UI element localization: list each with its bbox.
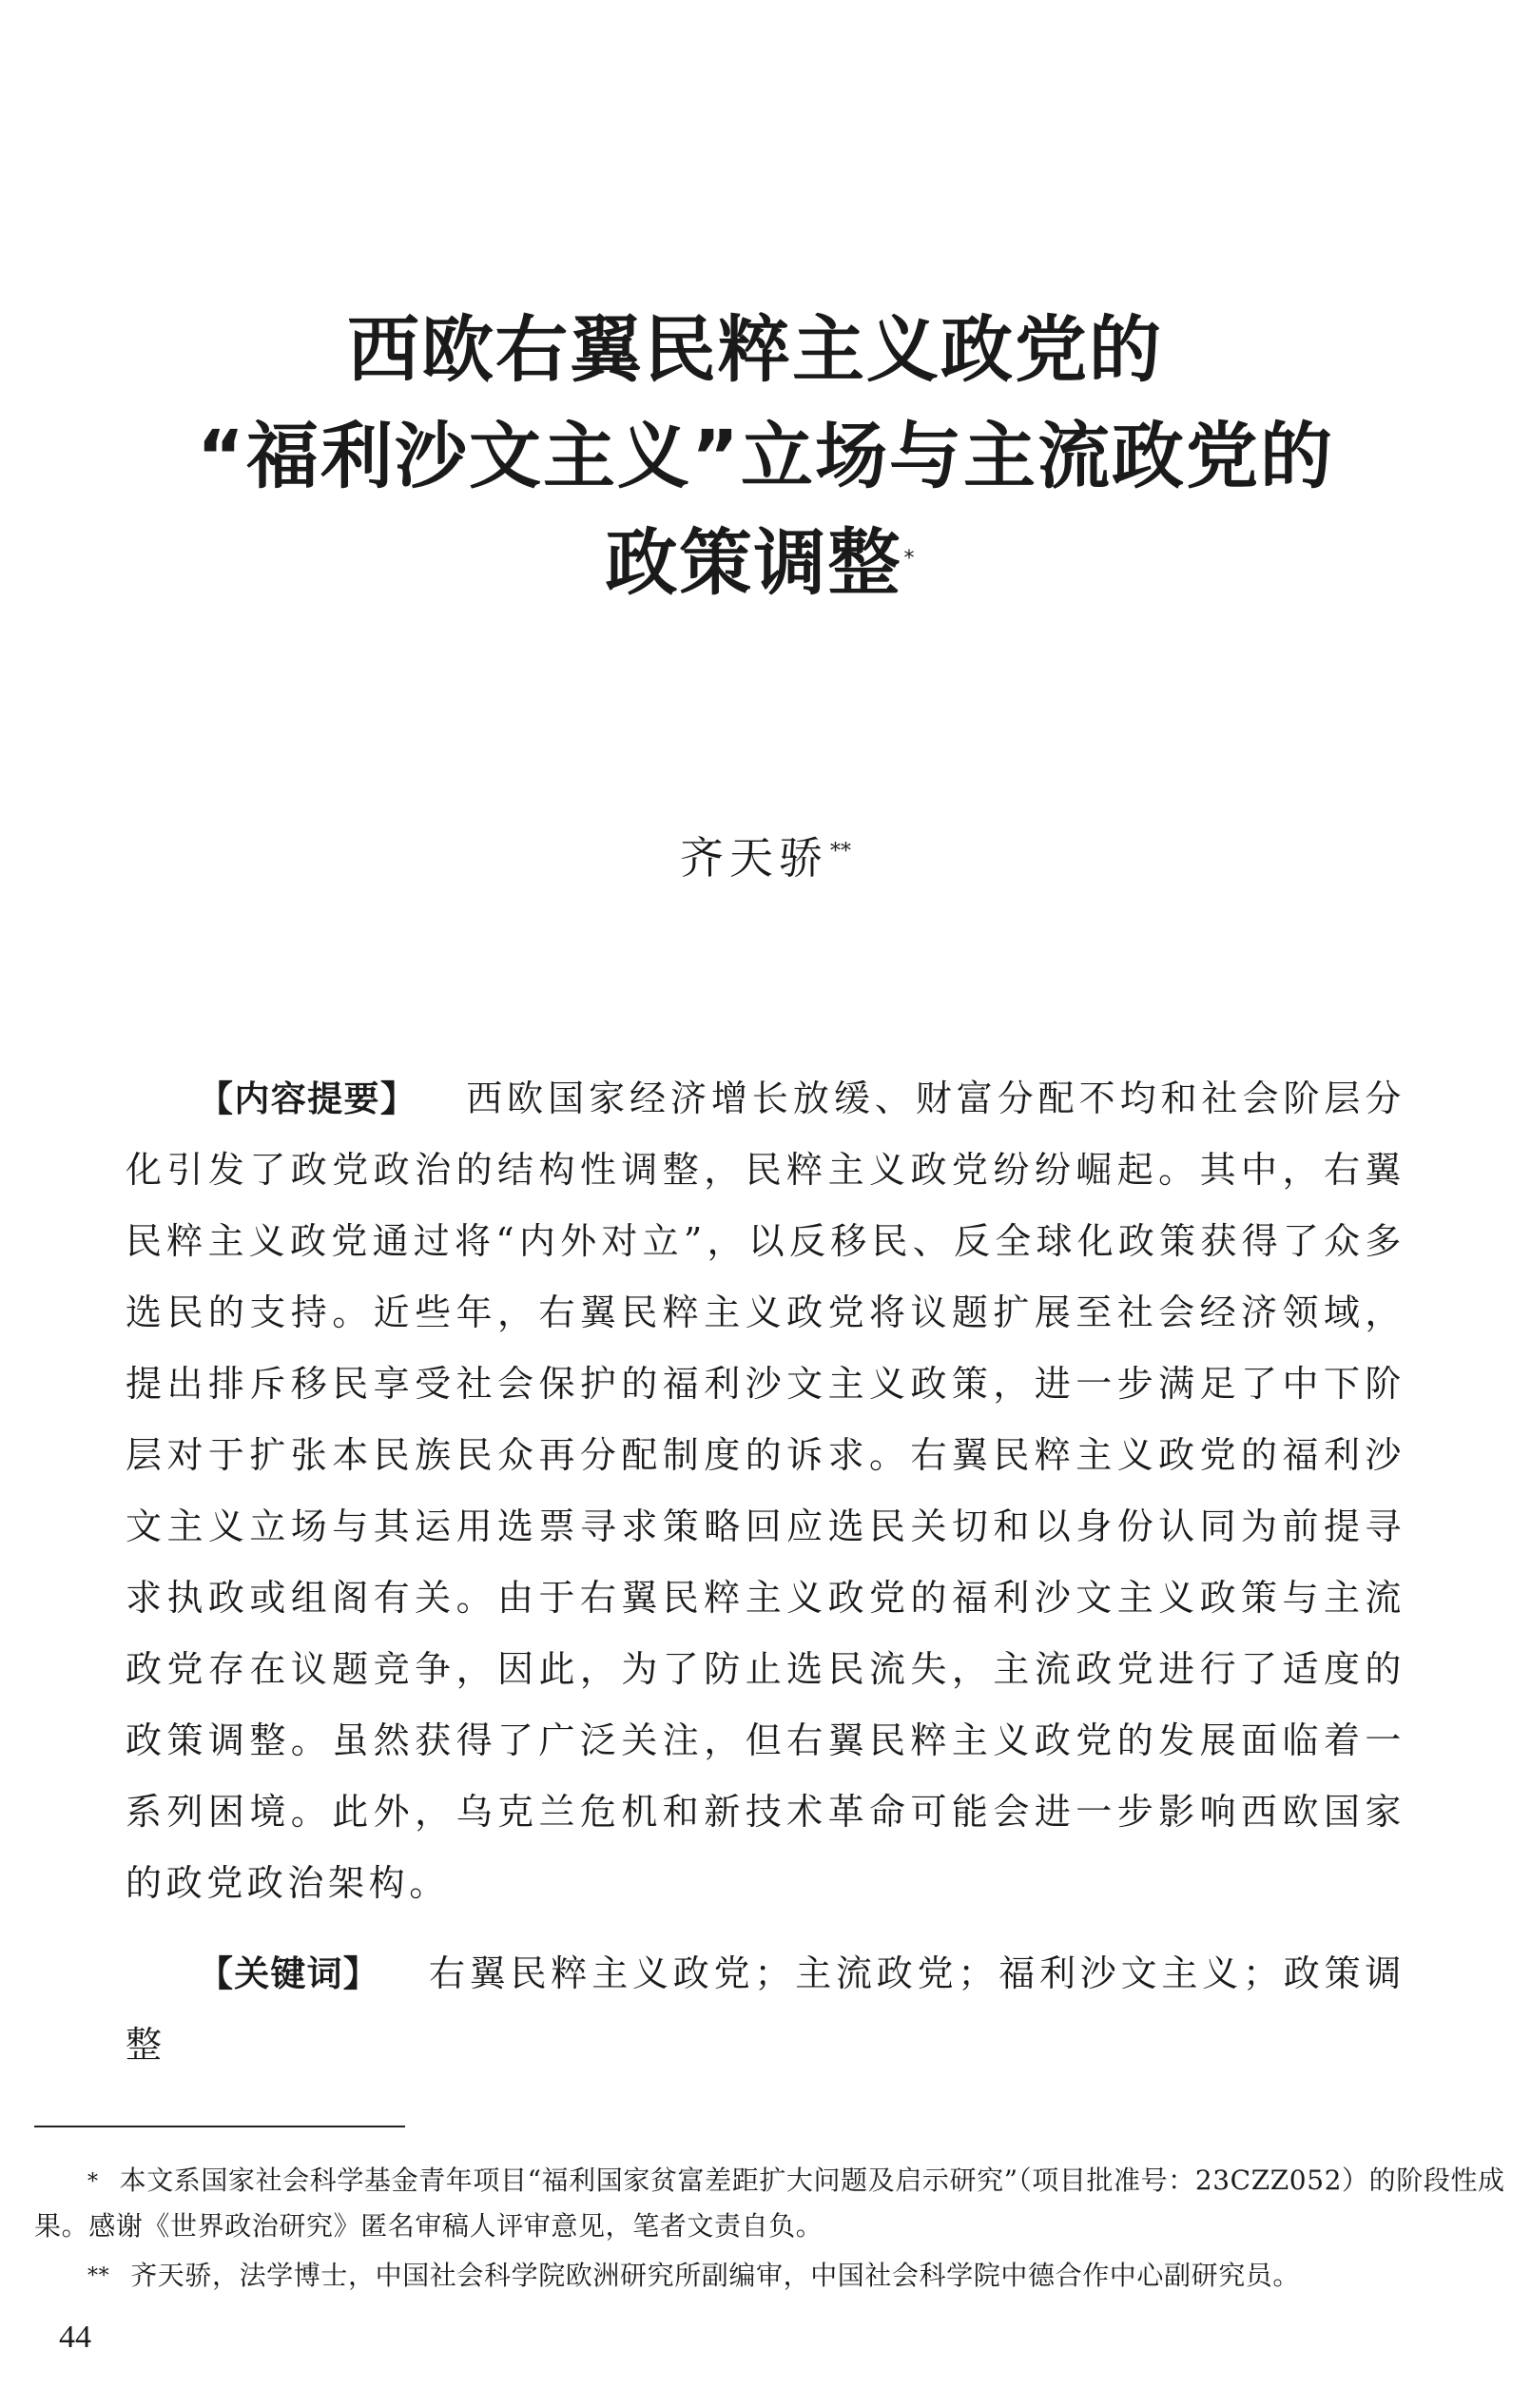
footnote-divider <box>34 2126 405 2127</box>
author-footnote-marker[interactable]: ** <box>830 840 851 864</box>
footnotes <box>34 2159 1506 2304</box>
footnote-1-mark: * <box>87 2169 99 2194</box>
abstract-label: 【内容提要】 <box>198 1078 417 1119</box>
title-line-1: 西欧右翼民粹主义政党的 <box>347 307 1163 392</box>
footnote-2-mark: ** <box>87 2264 110 2288</box>
footnote-2 <box>34 2254 1506 2300</box>
article-title <box>0 297 1531 616</box>
page-number: 44 <box>59 2320 91 2355</box>
footnote-1 <box>34 2159 1506 2248</box>
title-line-2: “福利沙文主义”立场与主流政党的 <box>197 414 1334 498</box>
footnote-1-text: 本文系国家社会科学基金青年项目“福利国家贫富差距扩大问题及启示研究”（项目批准号：23CZZ052）的阶段性成果。感谢《世界政治研究》匿名审稿人评审意见，笔者文责自负。 <box>34 2165 1505 2242</box>
title-line-3-text: 政策调整 <box>605 520 902 605</box>
author-name: 齐天骄 <box>680 832 828 884</box>
abstract <box>126 1063 1405 1919</box>
keywords-text: 右翼民粹主义政党；主流政党；福利沙文主义；政策调整 <box>126 1952 1405 2066</box>
footnote-2-text: 齐天骄，法学博士，中国社会科学院欧洲研究所副编审，中国社会科学院中德合作中心副研究员。 <box>130 2259 1301 2291</box>
keywords-label: 【关键词】 <box>198 1953 379 1994</box>
title-line-3 <box>0 510 1531 616</box>
title-footnote-marker[interactable]: * <box>903 547 917 571</box>
author-line <box>0 829 1531 886</box>
abstract-text: 西欧国家经济增长放缓、财富分配不均和社会阶层分化引发了政党政治的结构性调整，民粹主义政党纷纷崛起。其中，右翼民粹主义政党通过将“内外对立”，以反移民、反全球化政策获得了众多选民的支持。近些年，右翼民粹主义政党将议题扩展至社会经济领域，提出排斥移民享受社会保护的福利沙文主义政策，进一步满足了中下阶层对于扩张本民族民众再分配制度的诉求。右翼民粹主义政党的福利沙文主义立场与其运用选票寻求策略回应选民关切和以身份认同为前提寻求执政或组阁有关。由于右翼民粹主义政党的福利沙文主义政策与主流政党存在议题竞争，因此，为了防止选民流失，主流政党进行了适度的政策调整。虽然获得了广泛关注，但右翼民粹主义政党的发展面临着一系列困境。此外，乌克兰危机和新技术革命可能会进一步影响西欧国家的政党政治架构。 <box>126 1078 1405 1904</box>
keywords <box>126 1938 1405 2081</box>
